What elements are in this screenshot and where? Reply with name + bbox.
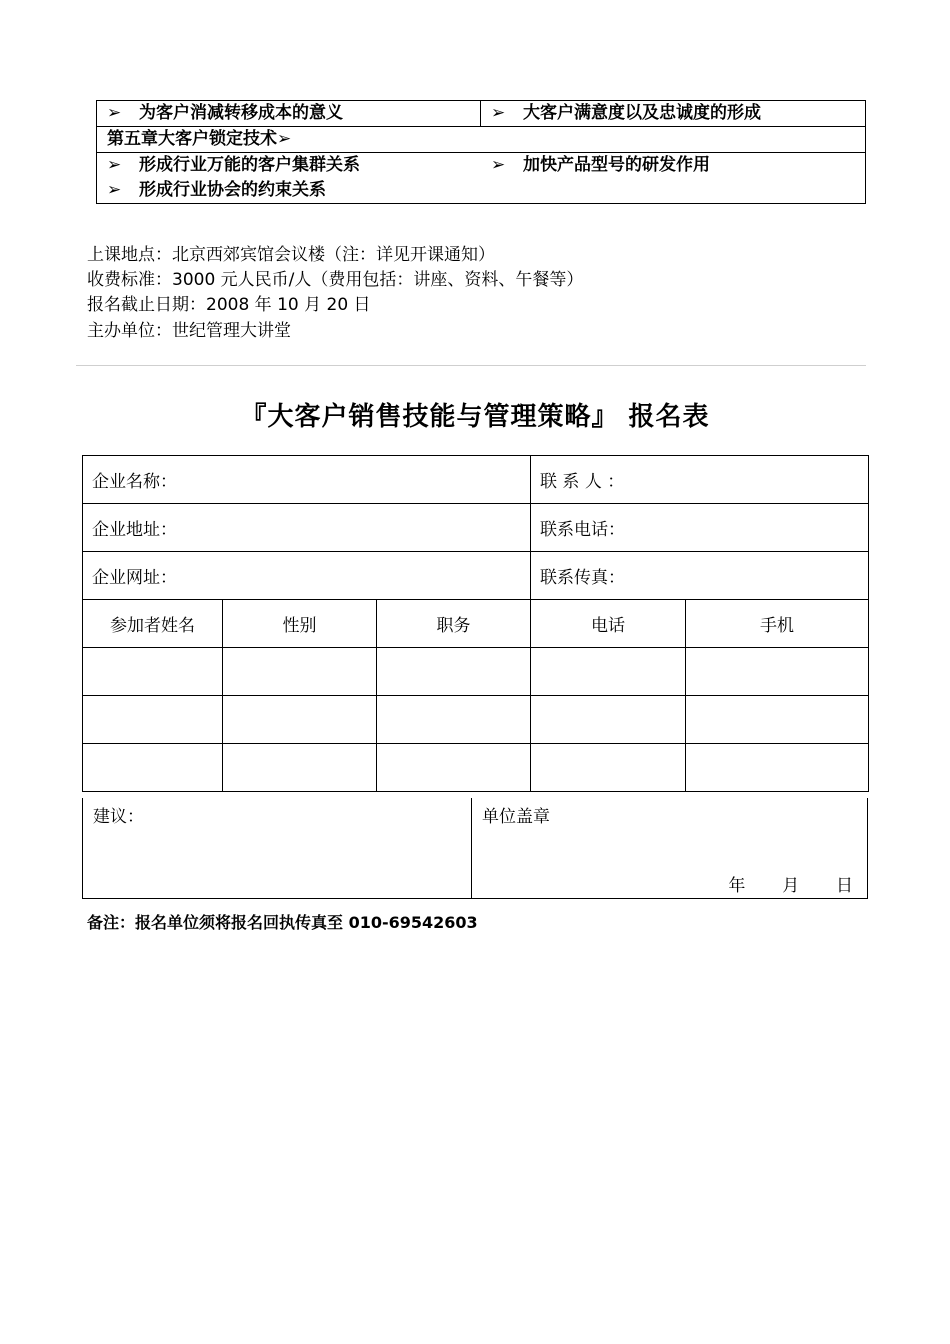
arrow-bullet-icon: ➢ [107, 180, 122, 200]
arrow-bullet-icon: ➢ [107, 103, 122, 123]
attendee-cell[interactable] [531, 648, 686, 696]
header-gender: 性别 [223, 600, 377, 648]
outline-item-text: 为客户消减转移成本的意义 [139, 103, 343, 123]
attendee-cell[interactable] [531, 696, 686, 744]
company-name-field[interactable]: 企业名称： [83, 456, 531, 504]
attendee-cell[interactable] [223, 744, 377, 792]
header-mobile: 手机 [686, 600, 869, 648]
organizer: 主办单位：世纪管理大讲堂 [87, 321, 291, 341]
arrow-bullet-icon: ➢ [491, 155, 506, 175]
form-row [83, 456, 869, 504]
attendee-cell[interactable] [377, 744, 531, 792]
outline-item-text: 加快产品型号的研发作用 [523, 155, 710, 175]
company-website-field[interactable]: 企业网址： [83, 552, 531, 600]
attendee-cell[interactable] [83, 648, 223, 696]
course-fee: 收费标准：3000 元人民币/人（费用包括：讲座、资料、午餐等） [87, 270, 584, 290]
contact-fax-field[interactable]: 联系传真： [531, 552, 869, 600]
attendee-cell[interactable] [83, 696, 223, 744]
outline-item-text: 形成行业协会的约束关系 [139, 180, 326, 200]
form-row [83, 552, 869, 600]
suggestion-label: 建议： [93, 807, 144, 827]
course-outline-table [96, 100, 866, 204]
attendee-cell[interactable] [377, 696, 531, 744]
date-month: 月 [782, 876, 800, 896]
outline-cell [481, 101, 865, 126]
registration-deadline: 报名截止日期：2008 年 10 月 20 日 [87, 295, 371, 315]
suggestion-field[interactable] [83, 798, 472, 898]
divider [76, 365, 866, 366]
outline-cell [97, 101, 481, 126]
seal-date [728, 871, 853, 896]
seal-field[interactable] [472, 798, 867, 898]
registration-form [82, 455, 869, 792]
outline-row-1 [97, 101, 865, 127]
attendee-cell[interactable] [83, 744, 223, 792]
outline-row-3 [97, 153, 865, 203]
attendee-header-row [83, 600, 869, 648]
attendee-cell[interactable] [223, 696, 377, 744]
attendee-row [83, 648, 869, 696]
outline-item-text: 大客户满意度以及忠诚度的形成 [523, 103, 761, 123]
outline-item-text: 形成行业万能的客户集群关系 [139, 155, 360, 175]
date-day: 日 [836, 876, 853, 896]
chapter-number: 第五章 [107, 129, 158, 149]
header-attendee-name: 参加者姓名 [83, 600, 223, 648]
chapter-title: 大客户锁定技术 [158, 129, 277, 149]
attendee-cell[interactable] [686, 696, 869, 744]
form-title: 『大客户销售技能与管理策略』 报名表 [240, 402, 710, 432]
attendee-cell[interactable] [531, 744, 686, 792]
outline-cell [481, 153, 865, 203]
header-phone: 电话 [531, 600, 686, 648]
header-position: 职务 [377, 600, 531, 648]
arrow-bullet-icon: ➢ [491, 103, 506, 123]
arrow-bullet-icon: ➢ [277, 129, 292, 149]
outline-row-chapter [97, 127, 865, 153]
seal-label: 单位盖章 [482, 807, 550, 827]
course-location: 上课地点：北京西郊宾馆会议楼（注：详见开课通知） [87, 245, 495, 265]
attendee-cell[interactable] [223, 648, 377, 696]
company-address-field[interactable]: 企业地址： [83, 504, 531, 552]
attendee-row [83, 696, 869, 744]
attendee-row [83, 744, 869, 792]
attendee-cell[interactable] [686, 648, 869, 696]
contact-person-field[interactable]: 联 系 人 ： [531, 456, 869, 504]
contact-phone-field[interactable]: 联系电话： [531, 504, 869, 552]
date-year: 年 [728, 876, 746, 896]
form-row [83, 504, 869, 552]
fax-note: 备注：报名单位须将报名回执传真至 010-69542603 [87, 913, 478, 932]
form-bottom-section [82, 798, 868, 899]
outline-chapter-cell [97, 127, 865, 152]
arrow-bullet-icon: ➢ [107, 155, 122, 175]
attendee-cell[interactable] [377, 648, 531, 696]
outline-cell [97, 153, 481, 203]
attendee-cell[interactable] [686, 744, 869, 792]
